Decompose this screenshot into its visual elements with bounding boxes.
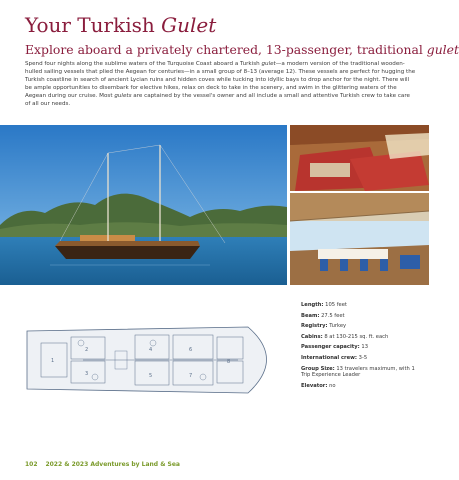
spec-item: Registry: Turkey bbox=[301, 323, 347, 330]
spec-item: Length: 105 feet bbox=[301, 302, 347, 308]
spec-item: Group Size: 13 travelers maximum, with 1 Trip Experience Leader bbox=[301, 365, 415, 378]
spec-item: Beam: 27.5 feet bbox=[301, 312, 345, 319]
deck-dining-photo bbox=[290, 193, 429, 285]
vessel-specs bbox=[301, 302, 423, 393]
cabin-number: 6 bbox=[189, 347, 193, 353]
footer-text: 2022 & 2023 Adventures by Land & Sea bbox=[45, 461, 180, 468]
spec-item: International crew: 3-5 bbox=[301, 354, 368, 361]
spec-item: Cabins: 8 at 130-215 sq. ft. each bbox=[301, 333, 389, 340]
cabin-number: 3 bbox=[85, 371, 89, 377]
page-footer bbox=[25, 461, 180, 469]
page-subtitle: Explore aboard a privately chartered, 13-passenger, traditional gulet bbox=[25, 42, 459, 57]
page-title: Your Turkish Gulet bbox=[25, 13, 217, 37]
intro-paragraph: Spend four nights along the sublime waters of the Turquoise Coast aboard a Turkish gulet—a modern version of the traditional wooden-hulled sailing vessels that plied the Aegean for centuries—in a small group of 8–13 (average 12). These vessels are perfect for hugging the Turkish coastline in search of ancient Lycian ruins and hidden coves while tucking into idyllic bays to drop anchor for the night. There will be ample opportunities to disembark for elective hikes, relax on deck to take in the scenery, and swim in the glittering waters of the Aegean during our cruise. Most gulets are captained by the vessel's owner and all include a small and attentive Turkish crew to take care of all our needs. bbox=[25, 61, 416, 108]
cabin-number: 5 bbox=[149, 373, 153, 379]
deck-lounge-photo bbox=[290, 125, 429, 191]
cabin-number: 2 bbox=[85, 347, 89, 353]
cabin-number: 7 bbox=[189, 373, 193, 379]
cabin-number: 8 bbox=[227, 359, 231, 365]
spec-item: Elevator: no bbox=[301, 382, 336, 389]
deck-plan bbox=[23, 321, 293, 399]
spec-item: Passenger capacity: 13 bbox=[301, 344, 368, 351]
gulet-photo bbox=[0, 125, 287, 285]
cabin-number: 4 bbox=[149, 347, 153, 353]
page-number: 102 bbox=[25, 461, 38, 468]
cabin-number: 1 bbox=[51, 358, 55, 364]
